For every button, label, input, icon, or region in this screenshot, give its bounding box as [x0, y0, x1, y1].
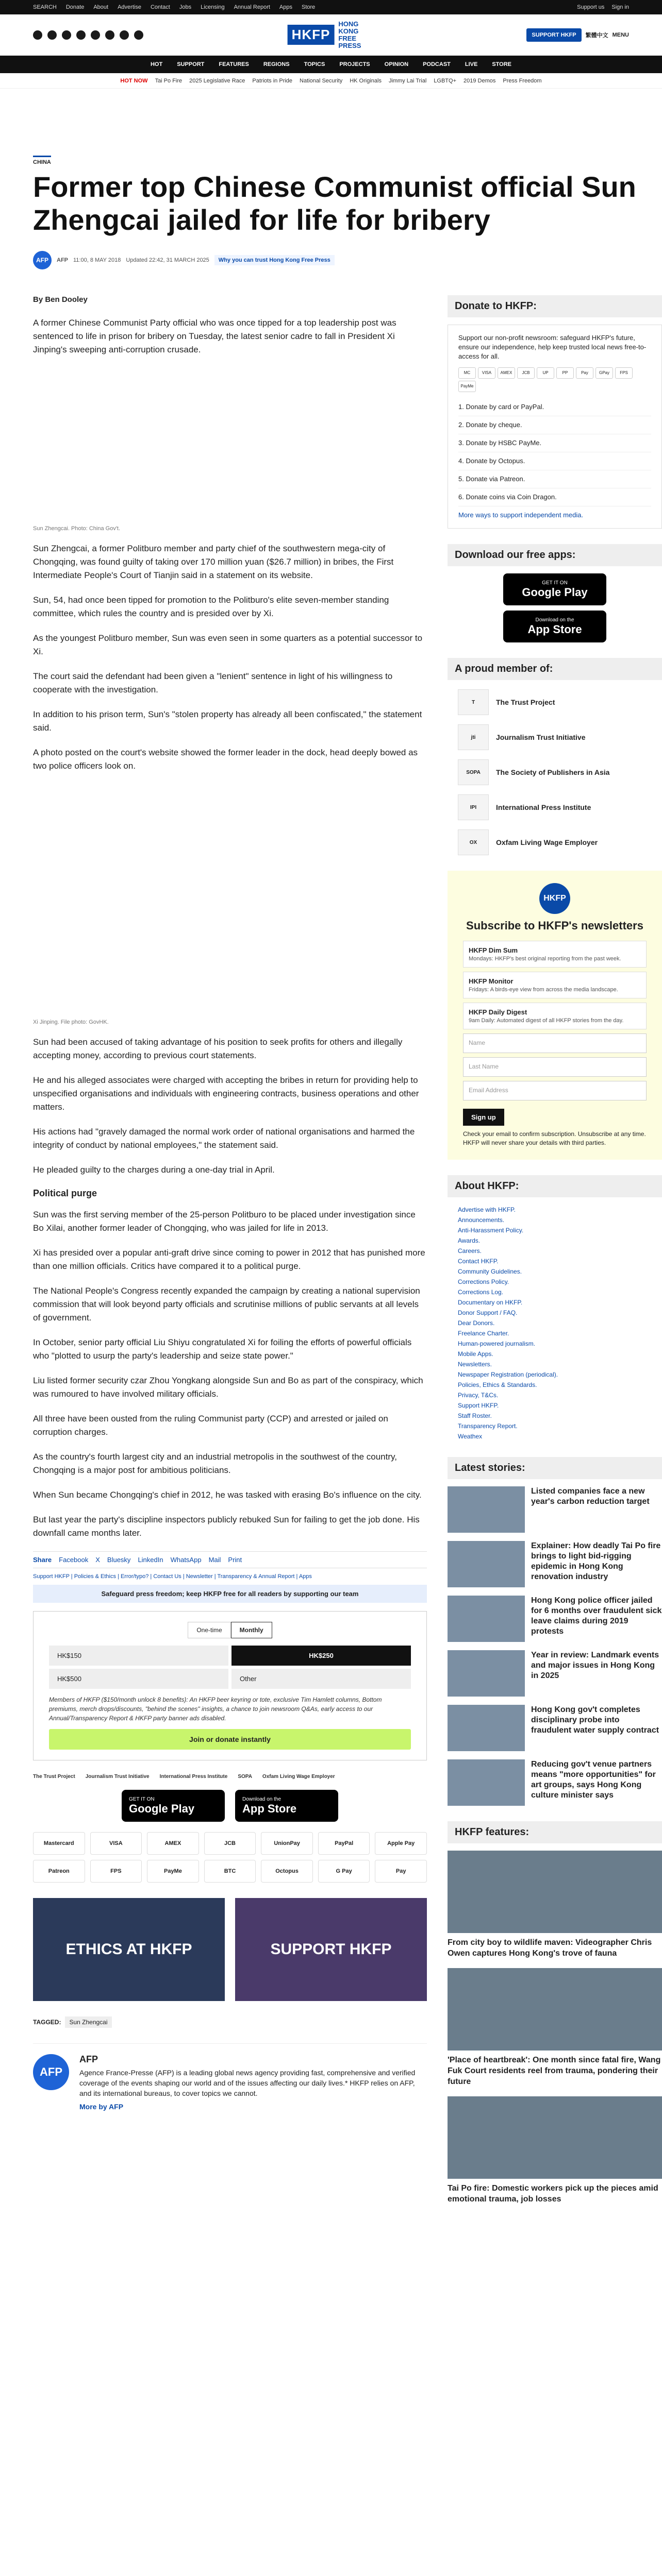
sidebar	[448, 295, 662, 2214]
paragraph: When Sun became Chongqing's chief in 2012, he was tasked with erasing Bo's influence on the city.	[33, 1490, 422, 1500]
nav-projects[interactable]: PROJECTS	[339, 61, 370, 67]
google-play-big: Google Play	[129, 1802, 195, 1815]
paragraph: All three have been ousted from the ruling Communist party (CCP) and arrested or jailed on corruption charges.	[33, 1414, 388, 1437]
site-header	[0, 14, 662, 56]
member-benefits: Members of HKFP ($150/month unlock 8 benefits): An HKFP beer keyring or tote, exclusive Tim Hamlett columns, Bottom premiums, merch drops/discounts, "behind the scenes" insights, a chance to join newsroom Q&As, early access to our Annual/Transparency Report & HKFP party banner ads disabled.	[49, 1696, 382, 1722]
donate-heading: Donate to HKFP:	[448, 295, 662, 317]
topbar-sign-in[interactable]: Sign in	[611, 4, 629, 10]
story-thumbnail	[448, 1759, 525, 1806]
amount-option[interactable]: HK$500	[49, 1669, 228, 1689]
google-pay-icon[interactable]: G Pay	[318, 1860, 370, 1883]
share-label: Share	[33, 1556, 52, 1564]
donate-method[interactable]: 2. Donate by cheque.	[458, 416, 651, 434]
paypal-icon[interactable]: PayPal	[318, 1832, 370, 1855]
about-link[interactable]: Policies, Ethics & Standards.	[458, 1381, 537, 1388]
article-image-sun-zhengcai	[33, 368, 427, 522]
author-box-name[interactable]: AFP	[79, 2054, 98, 2064]
share-bar	[33, 1551, 427, 1568]
donate-widget	[33, 1611, 427, 1760]
latest-story[interactable]	[448, 1596, 662, 1642]
tab-monthly[interactable]: Monthly	[231, 1622, 272, 1638]
about-link[interactable]: Privacy, T&Cs.	[458, 1392, 499, 1399]
share-print[interactable]: Print	[228, 1556, 242, 1564]
footer-links[interactable]: Support HKFP | Policies & Ethics | Error/typo? | Contact Us | Newsletter | Transparency & Annual Report | Apps	[33, 1573, 312, 1580]
newsletter-option[interactable]	[463, 941, 647, 968]
donate-method[interactable]: 6. Donate coins via Coin Dragon.	[458, 488, 651, 506]
byline: By Ben Dooley	[33, 295, 88, 304]
donate-box	[448, 325, 662, 529]
trust-badges	[33, 1774, 427, 1780]
paragraph: As the youngest Politburo member, Sun was even seen in some quarters as a potential successor to Xi.	[33, 633, 423, 656]
tagged-label: TAGGED:	[33, 2019, 61, 2026]
donate-method[interactable]: 3. Donate by HSBC PayMe.	[458, 434, 651, 452]
promo-ethics[interactable]: ETHICS AT HKFP	[33, 1898, 225, 2001]
rss-icon[interactable]	[134, 30, 143, 40]
trust-link[interactable]: Why you can trust Hong Kong Free Press	[214, 255, 335, 265]
tags-row	[33, 2016, 427, 2028]
nav-hot[interactable]: HOT	[150, 61, 163, 67]
feature-thumbnail	[448, 1968, 662, 2050]
story-title: Explainer: How deadly Tai Po fire brings to light bid-rigging epidemic in Hong Kong renovation industry	[531, 1541, 661, 1581]
story-thumbnail	[448, 1705, 525, 1751]
paragraph: Sun, 54, had once been tipped for promotion to the Politburo's elite seven-member standing committee, which rules the country and is presided over by Xi.	[33, 595, 389, 618]
about-link[interactable]: Corrections Policy.	[458, 1278, 509, 1285]
nav-topics[interactable]: TOPICS	[304, 61, 325, 67]
signup-button[interactable]: Sign up	[463, 1109, 504, 1126]
payment-methods	[33, 1832, 427, 1883]
bitcoin-icon[interactable]: BTC	[204, 1860, 256, 1883]
features-heading: HKFP features:	[448, 1821, 662, 1843]
share-whatsapp[interactable]: WhatsApp	[170, 1556, 202, 1564]
paypal-icon: PP	[556, 367, 574, 379]
app-store-button[interactable]	[235, 1790, 338, 1822]
top-utility-bar	[0, 0, 662, 14]
share-x[interactable]: X	[95, 1556, 100, 1564]
more-ways-link[interactable]: More ways to support independent media.	[458, 511, 584, 519]
topbar-apps[interactable]: Apps	[279, 4, 292, 10]
updated-date: Updated 22:42, 31 MARCH 2025	[126, 257, 209, 263]
share-mail[interactable]: Mail	[208, 1556, 221, 1564]
language-switch[interactable]: 繁體中文	[585, 32, 608, 39]
nav-support[interactable]: SUPPORT	[177, 61, 205, 67]
share-linkedin[interactable]: LinkedIn	[138, 1556, 163, 1564]
article-body	[33, 295, 427, 2214]
topbar-contact[interactable]: Contact	[150, 4, 170, 10]
youtube-icon[interactable]	[76, 30, 86, 40]
amount-option[interactable]: HK$150	[49, 1646, 228, 1666]
article-image-xi-jinping	[33, 784, 427, 1016]
linkedin-icon[interactable]	[120, 30, 129, 40]
sidebar-app-links	[448, 573, 662, 642]
paragraph: A former Chinese Communist Party official who was once tipped for a top leadership post was sentenced to life in prison for bribery on Tuesday, the latest senior cadre to fall in President Xi Jinping's sweeping anti-corruption crusade.	[33, 318, 396, 354]
pay-icon[interactable]: Pay	[375, 1860, 427, 1883]
paragraph: The court said the defendant had been given a "lenient" sentence in light of his willingness to cooperate with the investigation.	[33, 671, 393, 694]
telegram-icon[interactable]	[105, 30, 114, 40]
about-link[interactable]: Careers.	[458, 1247, 482, 1255]
hot-topic[interactable]: HK Originals	[350, 77, 382, 84]
about-link[interactable]: Human-powered journalism.	[458, 1340, 536, 1347]
logo-text: HONG KONG FREE PRESS	[338, 20, 361, 49]
support-hkfp-button[interactable]: SUPPORT HKFP	[526, 28, 581, 42]
promo-support[interactable]: SUPPORT HKFP	[235, 1898, 427, 2001]
author-name[interactable]: AFP	[57, 257, 68, 263]
app-store-links	[33, 1790, 427, 1822]
author-bio: Agence France-Presse (AFP) is a leading global news agency providing fast, comprehensive and verified coverage of the events shaping our world and of the issues affecting our daily lives.* HKFP relies on AFP, and its international bureaus, to cover topics we cannot.	[79, 2069, 416, 2097]
topbar-store[interactable]: Store	[302, 4, 316, 10]
hot-topic[interactable]: Press Freedom	[503, 77, 542, 84]
latest-story[interactable]	[448, 1705, 662, 1751]
instagram-icon[interactable]	[62, 30, 71, 40]
last-name-field[interactable]: Last Name	[463, 1057, 647, 1077]
octopus-icon[interactable]: Octopus	[261, 1860, 313, 1883]
app-store-big: App Store	[527, 622, 582, 636]
app-store-big: App Store	[242, 1802, 297, 1815]
email-field[interactable]: Email Address	[463, 1081, 647, 1100]
oxfam-logo: OX	[458, 829, 489, 855]
feature-thumbnail	[448, 1851, 662, 1933]
app-store-small: Download on the	[535, 617, 574, 623]
fps-icon: FPS	[615, 367, 633, 379]
amex-icon: AMEX	[498, 367, 515, 379]
google-play-button[interactable]	[503, 573, 606, 605]
nav-podcast[interactable]: PODCAST	[423, 61, 451, 67]
newsletter-option[interactable]	[463, 972, 647, 998]
member-trust-project[interactable]	[458, 689, 652, 715]
about-link[interactable]: Contact HKFP.	[458, 1258, 499, 1265]
about-link[interactable]: Anti-Harassment Policy.	[458, 1227, 524, 1234]
about-link[interactable]: Donor Support / FAQ.	[458, 1309, 518, 1316]
features-list	[448, 1851, 662, 2205]
topbar-jobs[interactable]: Jobs	[179, 4, 192, 10]
paragraph: Sun was the first serving member of the 25-person Politburo to be placed under investigation since Bo Xilai, another former leader of Chongqing, who was jailed for life in 2013.	[33, 1210, 416, 1233]
newsletter-title: HKFP Daily Digest	[469, 1008, 527, 1016]
newsletter-note: Check your email to confirm subscription. Unsubscribe at any time. HKFP will never share your details with third parties.	[463, 1130, 646, 1146]
donate-text[interactable]: Support our non-profit newsroom: safeguard HKFP's future, ensure our independence, help keep trusted local news free-to-access for all.	[458, 334, 647, 360]
google-play-button[interactable]	[122, 1790, 225, 1822]
feature-story[interactable]	[448, 1968, 662, 2087]
badge-trust-project[interactable]: The Trust Project	[33, 1774, 75, 1780]
member-label: Journalism Trust Initiative	[496, 733, 586, 741]
story-title: Year in review: Landmark events and major issues in Hong Kong in 2025	[531, 1651, 659, 1680]
member-sopa[interactable]	[458, 759, 652, 785]
paragraph: As the country's fourth largest city and an industrial metropolis in the southwest of the country, Chongqing is a major post for ambitious politicians.	[33, 1452, 397, 1475]
feature-story[interactable]	[448, 2096, 662, 2205]
paragraph: Liu listed former security czar Zhou Yongkang alongside Sun and Bo as part of the conspiracy, which was rumoured to have involved military officials.	[33, 1376, 423, 1399]
story-thumbnail	[448, 1486, 525, 1533]
mastercard-icon: MC	[458, 367, 476, 379]
about-link[interactable]: Support HKFP.	[458, 1402, 499, 1409]
member-heading: A proud member of:	[448, 658, 662, 680]
card-icons	[458, 367, 651, 392]
social-links	[33, 30, 143, 40]
paragraph: Xi has presided over a popular anti-graft drive since coming to power in 2012 that has punished more than one million officials. Critics have compared it to a political purge.	[33, 1248, 425, 1271]
amount-option-other[interactable]: Other	[231, 1669, 411, 1689]
about-link[interactable]: Announcements.	[458, 1216, 505, 1224]
jti-logo: jti	[458, 724, 489, 750]
unionpay-icon[interactable]: UnionPay	[261, 1832, 313, 1855]
nav-store[interactable]: STORE	[492, 61, 512, 67]
newsletter-option[interactable]	[463, 1003, 647, 1029]
member-list	[448, 689, 662, 855]
about-link[interactable]: Newsletters.	[458, 1361, 492, 1368]
nav-live[interactable]: LIVE	[465, 61, 478, 67]
feature-title: From city boy to wildlife maven: Videographer Chris Owen captures Hong Kong's trove of fauna	[448, 1938, 652, 1958]
site-logo[interactable]	[288, 21, 375, 49]
member-jti[interactable]	[458, 724, 652, 750]
latest-stories	[448, 1486, 662, 1806]
author-box-avatar[interactable]: AFP	[33, 2054, 69, 2090]
newsletter-title: HKFP Monitor	[469, 977, 514, 985]
image-caption: Xi Jinping. File photo: GovHK.	[33, 1019, 109, 1025]
hot-topic[interactable]: Tai Po Fire	[155, 77, 183, 84]
x-icon[interactable]	[47, 30, 57, 40]
jcb-icon[interactable]: JCB	[204, 1832, 256, 1855]
author-box	[33, 2043, 427, 2112]
trust-project-logo: T	[458, 689, 489, 715]
story-title: Hong Kong gov't completes disciplinary probe into fraudulent water supply contract	[531, 1705, 659, 1735]
hot-topic[interactable]: 2019 Demos	[464, 77, 496, 84]
paragraph: The National People's Congress recently expanded the campaign by creating a national supervision commission that will look beyond party officials and scrutinise millions of public servants at all levels of government.	[33, 1286, 420, 1323]
visa-icon[interactable]: VISA	[90, 1832, 142, 1855]
newsletter-desc: 9am Daily: Automated digest of all HKFP stories from the day.	[469, 1018, 624, 1024]
newsletter-title: HKFP Dim Sum	[469, 946, 518, 954]
newsletter-desc: Fridays: A birds-eye view from across the media landscape.	[469, 987, 618, 993]
feature-story[interactable]	[448, 1851, 662, 1959]
topbar-search[interactable]: SEARCH	[33, 4, 57, 10]
member-oxfam[interactable]	[458, 829, 652, 855]
topbar-about[interactable]: About	[93, 4, 109, 10]
paragraph: In addition to his prison term, Sun's "stolen property has already all been confiscated," the statement said.	[33, 709, 422, 733]
donate-method[interactable]: 5. Donate via Patreon.	[458, 470, 651, 488]
amex-icon[interactable]: AMEX	[147, 1832, 199, 1855]
join-donate-button[interactable]: Join or donate instantly	[49, 1729, 411, 1750]
name-field[interactable]: Name	[463, 1033, 647, 1053]
paragraph: Sun had been accused of taking advantage of his position to seek profits for others and illegally accepting money, according to previous court statements.	[33, 1037, 403, 1060]
paragraph: His actions had "gravely damaged the normal work order of national organisations and harmed the integrity of conduct by national employees," the statement said.	[33, 1127, 415, 1150]
story-title: Hong Kong police officer jailed for 6 months over fraudulent sick leave claims during 2019 protests	[531, 1596, 662, 1636]
member-ipi[interactable]	[458, 794, 652, 820]
google-play-big: Google Play	[522, 585, 588, 599]
mastercard-icon[interactable]: Mastercard	[33, 1832, 85, 1855]
about-link[interactable]: Community Guidelines.	[458, 1268, 522, 1275]
apple-pay-icon[interactable]: Apple Pay	[375, 1832, 427, 1855]
about-link[interactable]: Freelance Charter.	[458, 1330, 509, 1337]
hot-now-label: HOT NOW	[120, 77, 148, 84]
member-label: The Trust Project	[496, 698, 555, 706]
menu-button[interactable]: MENU	[612, 31, 629, 38]
latest-heading: Latest stories:	[448, 1457, 662, 1479]
share-bluesky[interactable]: Bluesky	[107, 1556, 131, 1564]
feature-title: 'Place of heartbreak': One month since fatal fire, Wang Fuk Court residents reel from trauma, pondering their future	[448, 2056, 661, 2086]
visa-icon: VISA	[478, 367, 495, 379]
logo-mark: HKFP	[288, 25, 335, 45]
donate-method[interactable]: 4. Donate by Octopus.	[458, 452, 651, 470]
author-avatar[interactable]: AFP	[33, 251, 52, 269]
apple-pay-icon: Pay	[576, 367, 593, 379]
topbar-advertise[interactable]: Advertise	[118, 4, 141, 10]
member-label: Oxfam Living Wage Employer	[496, 838, 598, 846]
hot-topic[interactable]: National Security	[300, 77, 343, 84]
jcb-icon: JCB	[517, 367, 535, 379]
paragraph: He pleaded guilty to the charges during a one-day trial in April.	[33, 1165, 275, 1175]
more-by-author-link[interactable]: More by AFP	[79, 2103, 124, 2111]
google-pay-icon: GPay	[595, 367, 613, 379]
about-link[interactable]: Newspaper Registration (periodical).	[458, 1371, 558, 1378]
share-facebook[interactable]: Facebook	[59, 1556, 89, 1564]
member-label: The Society of Publishers in Asia	[496, 768, 610, 776]
about-link[interactable]: Corrections Log.	[458, 1289, 504, 1296]
nav-features[interactable]: FEATURES	[219, 61, 249, 67]
newsletter-logo: HKFP	[539, 883, 570, 914]
facebook-icon[interactable]	[33, 30, 42, 40]
amount-option-selected[interactable]: HK$250	[231, 1646, 411, 1666]
hot-topic[interactable]: LGBTQ+	[434, 77, 457, 84]
newsletter-heading: Subscribe to HKFP's newsletters	[466, 919, 643, 932]
main-nav	[0, 56, 662, 73]
nav-opinion[interactable]: OPINION	[384, 61, 409, 67]
member-label: International Press Institute	[496, 803, 591, 811]
publish-date: 11:00, 8 MAY 2018	[73, 257, 121, 263]
latest-story[interactable]	[448, 1650, 662, 1697]
about-link[interactable]: Awards.	[458, 1237, 481, 1244]
article-title: Former top Chinese Communist official Sun Zhengcai jailed for life for bribery	[33, 171, 636, 236]
topbar-licensing[interactable]: Licensing	[201, 4, 225, 10]
donate-method[interactable]: 1. Donate by card or PayPal.	[458, 398, 651, 416]
unionpay-icon: UP	[537, 367, 554, 379]
nav-regions[interactable]: REGIONS	[263, 61, 290, 67]
ipi-logo: IPI	[458, 794, 489, 820]
paragraph: He and his alleged associates were charged with accepting the bribes in return for providing help to unspecified organisations and individuals with engineering contracts, business operations and other matters.	[33, 1075, 419, 1112]
story-thumbnail	[448, 1596, 525, 1642]
about-list	[448, 1205, 662, 1457]
patreon-icon[interactable]: Patreon	[33, 1860, 85, 1883]
app-store-small: Download on the	[242, 1796, 282, 1802]
app-store-button[interactable]	[503, 611, 606, 642]
badge-oxfam[interactable]: Oxfam Living Wage Employer	[262, 1774, 335, 1780]
promo-banners	[33, 1898, 427, 2001]
about-link[interactable]: Staff Roster.	[458, 1412, 492, 1419]
paragraph: Sun Zhengcai, a former Politburo member and party chief of the southwestern mega-city of Chongqing, was found guilty of taking over 170 million yuan ($26.7 million) in bribes, the First Intermediate People's Court of Tianjin said in a statement on its website.	[33, 544, 394, 580]
story-thumbnail	[448, 1541, 525, 1587]
latest-story[interactable]	[448, 1759, 662, 1806]
about-link[interactable]: Weathex	[458, 1433, 483, 1440]
hot-topic[interactable]: Patriots in Pride	[252, 77, 293, 84]
about-heading: About HKFP:	[448, 1175, 662, 1197]
badge-ipi[interactable]: International Press Institute	[159, 1774, 228, 1780]
image-caption: Sun Zhengcai. Photo: China Gov't.	[33, 526, 121, 532]
feature-title: Tai Po fire: Domestic workers pick up the pieces amid emotional trauma, job losses	[448, 2184, 658, 2204]
latest-story[interactable]	[448, 1486, 662, 1533]
paragraph: But last year the party's discipline inspectors publicly rebuked Sun for failing to get the job done. His downfall came months later.	[33, 1515, 420, 1538]
sopa-logo: SOPA	[458, 759, 489, 785]
apps-heading: Download our free apps:	[448, 544, 662, 566]
topbar-support-us[interactable]: Support us	[577, 4, 605, 10]
about-link[interactable]: Mobile Apps.	[458, 1350, 493, 1358]
payme-icon[interactable]: PayMe	[147, 1860, 199, 1883]
about-link[interactable]: Dear Donors.	[458, 1319, 495, 1327]
badge-sopa[interactable]: SOPA	[238, 1774, 252, 1780]
newsletter-box	[448, 871, 662, 1160]
article-meta	[33, 251, 629, 269]
tab-one-time[interactable]: One-time	[188, 1622, 230, 1638]
topbar-annual-report[interactable]: Annual Report	[234, 4, 270, 10]
topbar-donate[interactable]: Donate	[65, 4, 85, 10]
hot-topics-bar	[0, 73, 662, 89]
paragraph: In October, senior party official Liu Shiyu congratulated Xi for foiling the efforts of powerful officials who "plotted to usurp the party's leadership and seize state power."	[33, 1337, 412, 1361]
ad-space	[0, 89, 662, 156]
about-link[interactable]: Transparency Report.	[458, 1422, 518, 1430]
story-thumbnail	[448, 1650, 525, 1697]
fps-icon[interactable]: FPS	[90, 1860, 142, 1883]
google-play-small: GET IT ON	[542, 580, 568, 586]
threads-icon[interactable]	[91, 30, 100, 40]
article-category[interactable]: CHINA	[33, 156, 51, 165]
story-title: Listed companies face a new year's carbon reduction target	[531, 1487, 650, 1506]
feature-thumbnail	[448, 2096, 662, 2179]
section-heading: Political purge	[33, 1188, 97, 1198]
tag-link[interactable]: Sun Zhengcai	[65, 2016, 111, 2028]
about-link[interactable]: Advertise with HKFP.	[458, 1206, 516, 1213]
safeguard-banner[interactable]: Safeguard press freedom; keep HKFP free for all readers by supporting our team	[33, 1585, 427, 1603]
latest-story[interactable]	[448, 1541, 662, 1587]
google-play-small: GET IT ON	[129, 1796, 155, 1802]
newsletter-desc: Mondays: HKFP's best original reporting from the past week.	[469, 956, 621, 962]
hot-topic[interactable]: 2025 Legislative Race	[189, 77, 245, 84]
about-link[interactable]: Documentary on HKFP.	[458, 1299, 523, 1306]
badge-jti[interactable]: Journalism Trust Initiative	[85, 1774, 150, 1780]
payme-icon: PayMe	[458, 381, 476, 392]
hot-topic[interactable]: Jimmy Lai Trial	[388, 77, 427, 84]
story-title: Reducing gov't venue partners means "more opportunities" for art groups, says Hong Kong culture minister says	[531, 1760, 656, 1800]
paragraph: A photo posted on the court's website showed the former leader in the dock, head deeply bowed as two police officers look on.	[33, 748, 418, 771]
